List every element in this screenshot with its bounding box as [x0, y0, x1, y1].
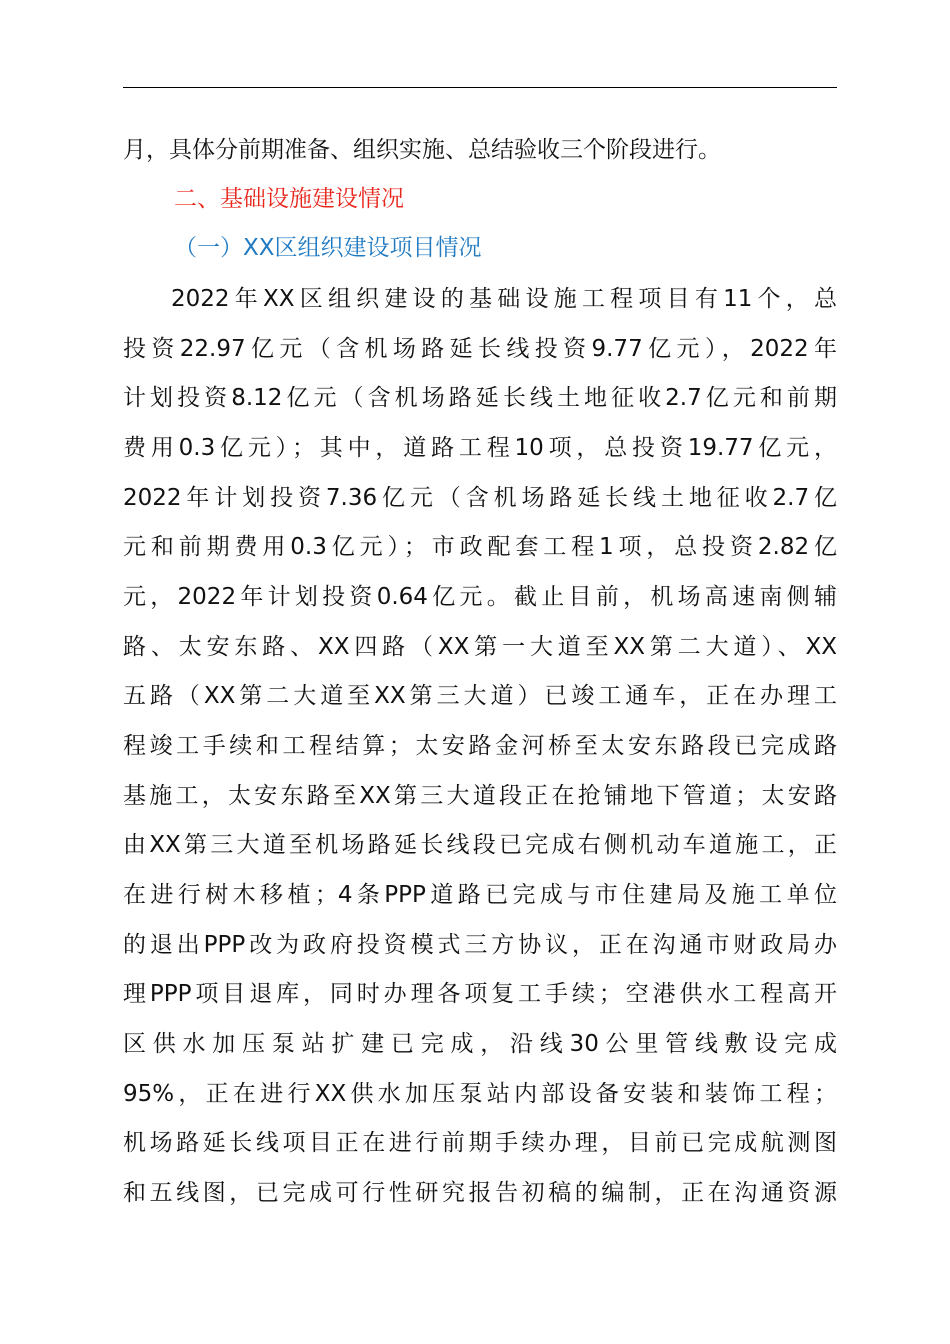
paragraph-line: 五路（XX第二大道至XX第三大道）已竣工通车，正在办理工: [123, 683, 837, 709]
paragraph-line: 2022年XX区组织建设的基础设施工程项目有11个，总: [171, 286, 837, 312]
paragraph-line: 理PPP项目退库，同时办理各项复工手续；空港供水工程高开: [123, 981, 837, 1007]
subsection-heading: （一）XX区组织建设项目情况: [174, 235, 482, 261]
paragraph-line: 程竣工手续和工程结算；太安路金河桥至太安东路段已完成路: [123, 733, 837, 759]
paragraph-line: 元和前期费用0.3亿元）；市政配套工程1项，总投资2.82亿: [123, 534, 837, 560]
section-heading: 二、基础设施建设情况: [174, 186, 404, 212]
paragraph-line: 由XX第三大道至机场路延长线段已完成右侧机动车道施工，正: [123, 832, 837, 858]
paragraph-line: 费用0.3亿元）；其中，道路工程10项，总投资19.77亿元，: [123, 435, 837, 461]
paragraph-line: 投资22.97亿元（含机场路延长线投资9.77亿元），2022年: [123, 336, 837, 362]
paragraph-line: 基施工，太安东路至XX第三大道段正在抢铺地下管道；太安路: [123, 783, 837, 809]
paragraph-line: 在进行树木移植；4条PPP道路已完成与市住建局及施工单位: [123, 882, 837, 908]
paragraph-line: 计划投资8.12亿元（含机场路延长线土地征收2.7亿元和前期: [123, 385, 837, 411]
paragraph-line: 的退出PPP改为政府投资模式三方协议，正在沟通市财政局办: [123, 932, 837, 958]
paragraph-line: 2022年计划投资7.36亿元（含机场路延长线土地征收2.7亿: [123, 485, 837, 511]
paragraph-line: 机场路延长线项目正在进行前期手续办理，目前已完成航测图: [123, 1130, 837, 1156]
paragraph-line: 95%，正在进行XX供水加压泵站内部设备安装和装饰工程；: [123, 1081, 837, 1107]
paragraph-line: 区供水加压泵站扩建已完成，沿线30公里管线敷设完成: [123, 1031, 837, 1057]
paragraph-line: 路、太安东路、XX四路（XX第一大道至XX第二大道）、XX: [123, 634, 837, 660]
paragraph-line: 元，2022年计划投资0.64亿元。截止目前，机场高速南侧辅: [123, 584, 837, 610]
header-rule: [123, 87, 837, 88]
intro-line: 月，具体分前期准备、组织实施、总结验收三个阶段进行。: [123, 137, 721, 163]
paragraph-line: 和五线图，已完成可行性研究报告初稿的编制，正在沟通资源: [123, 1180, 837, 1206]
